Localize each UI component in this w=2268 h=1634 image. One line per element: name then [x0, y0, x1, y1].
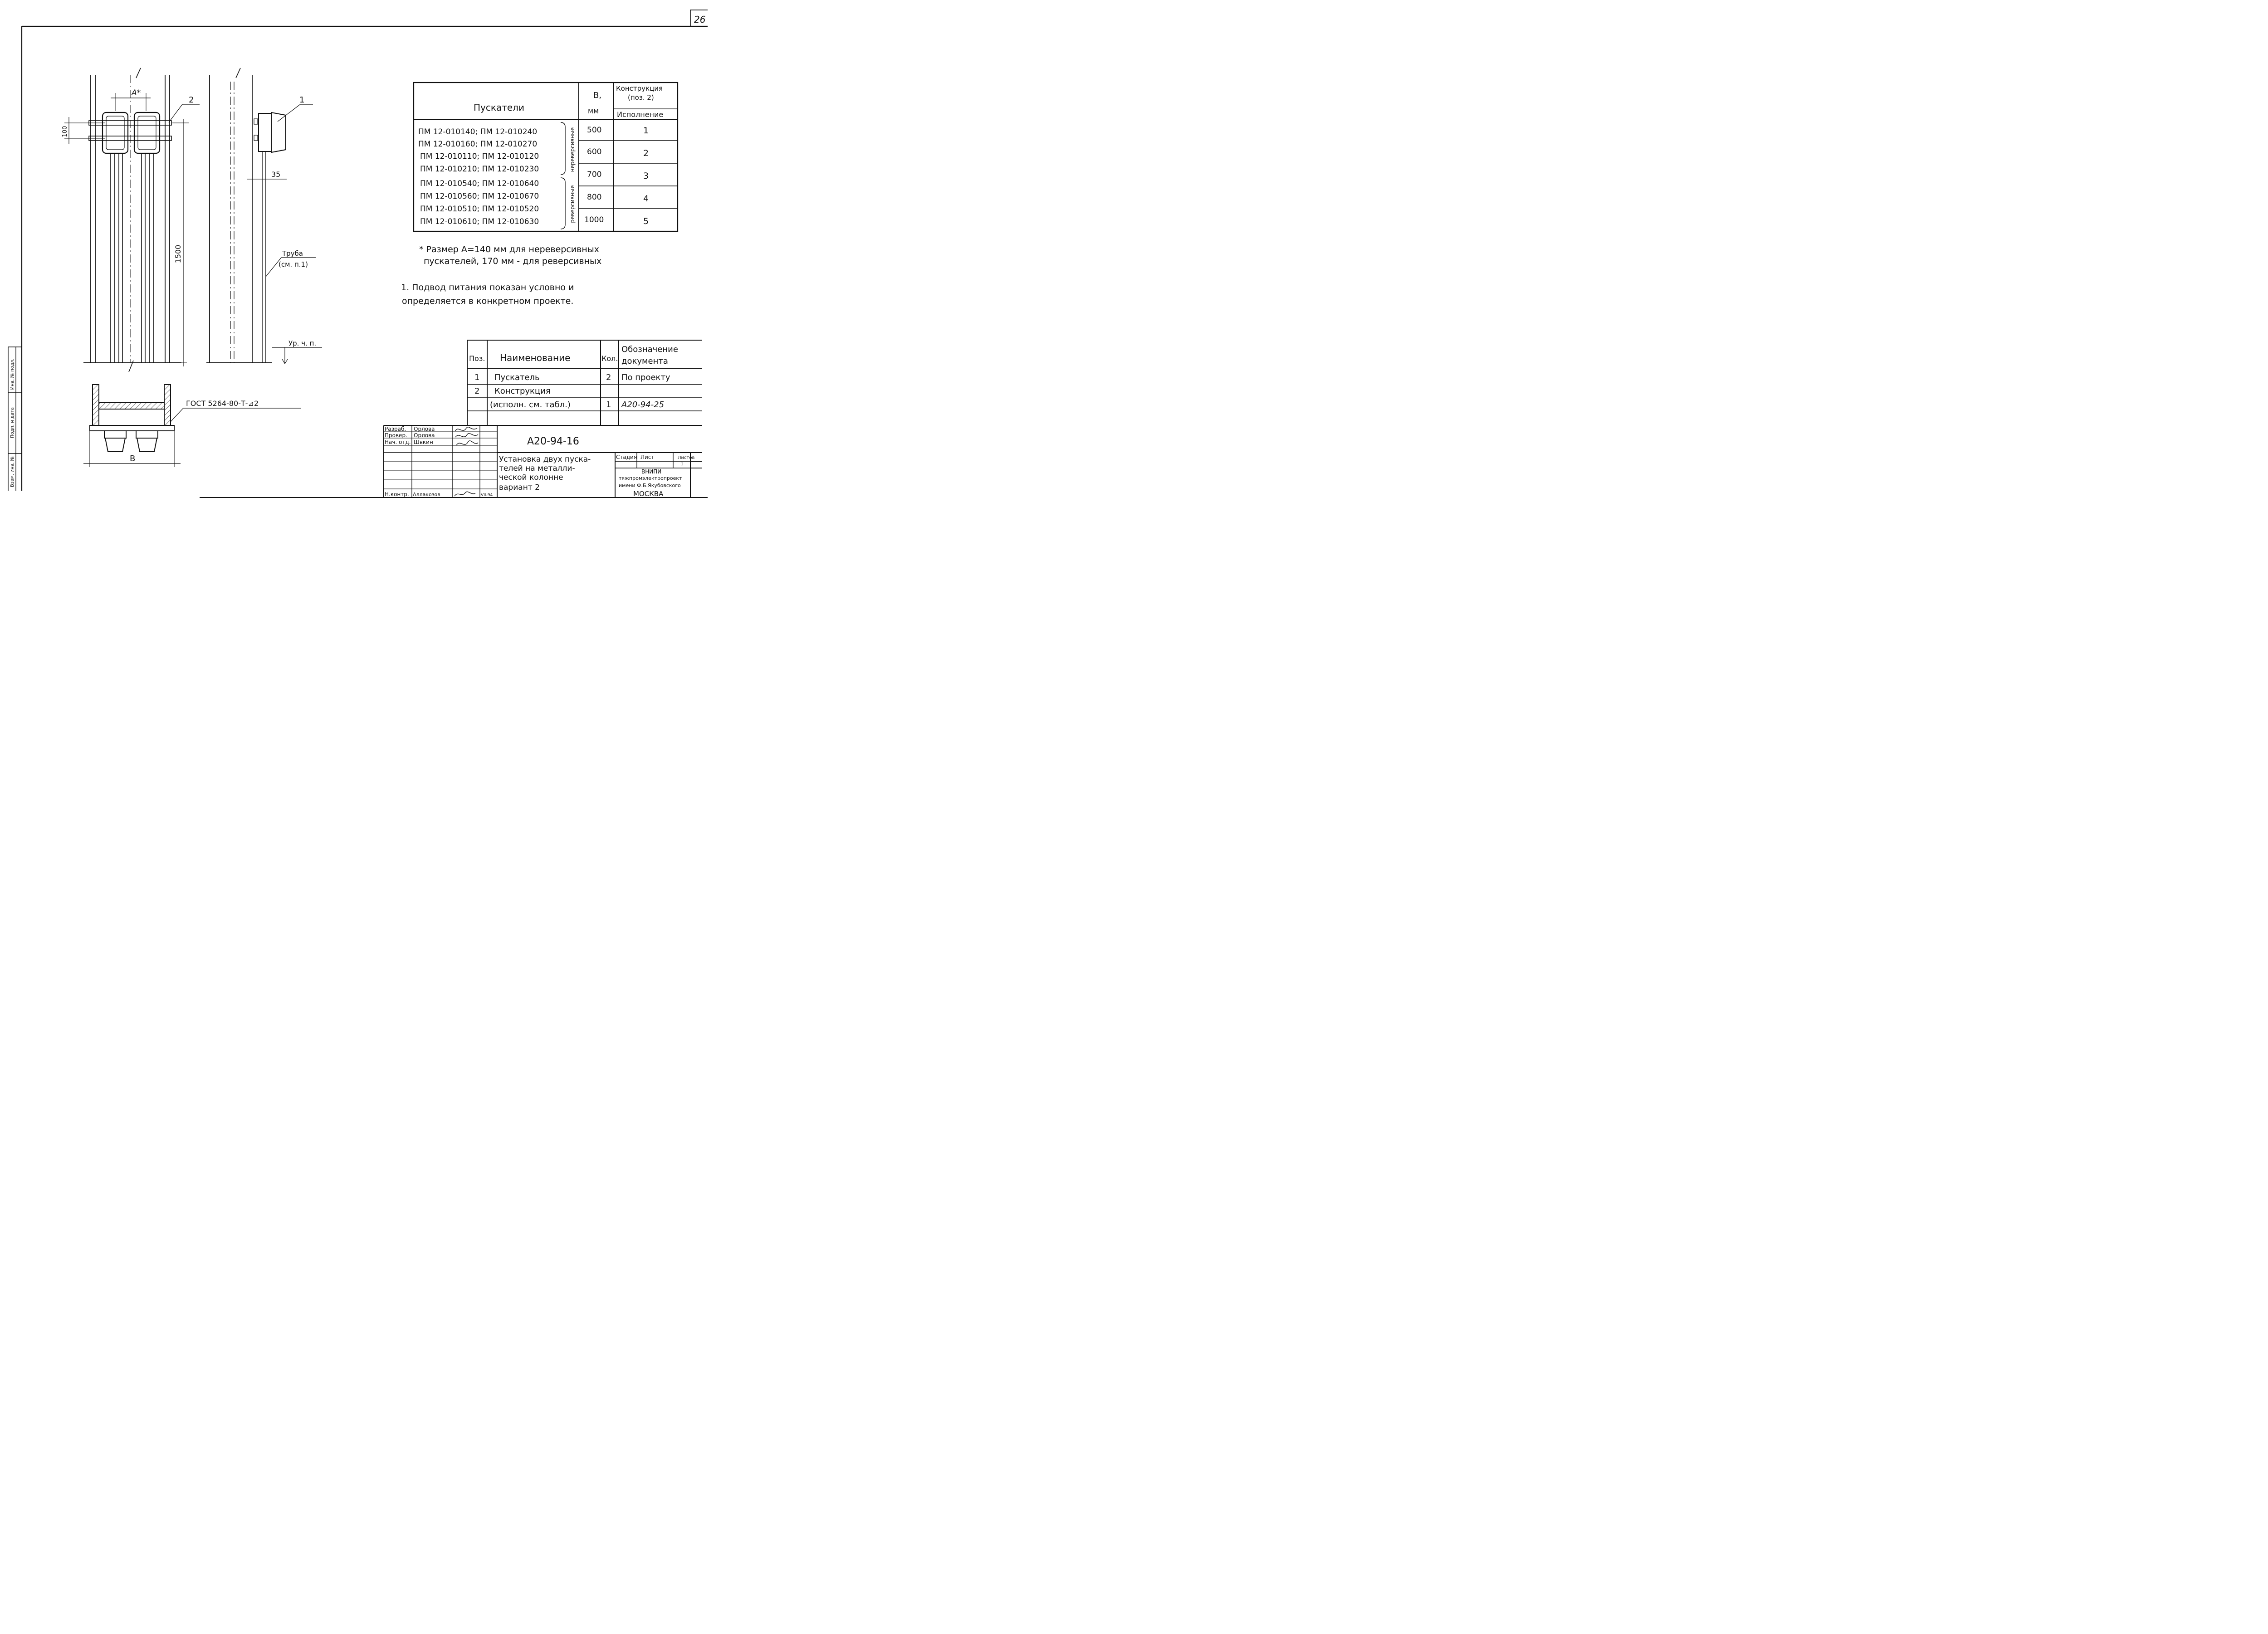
b-value: 500	[587, 126, 602, 135]
spec-row-doc: А20-94-25	[621, 400, 665, 410]
doc-code: А20-94-16	[527, 436, 579, 447]
spec-header-name: Наименование	[500, 352, 571, 363]
role-label: Нач. отд.	[385, 439, 411, 445]
b-value: 1000	[584, 215, 604, 224]
spec-row-pos: 2	[474, 386, 480, 396]
role-name: Орлова	[414, 432, 435, 439]
starter-line: ПМ 12-010610; ПМ 12-010630	[420, 217, 539, 226]
side-pos-1-label: 1	[299, 95, 305, 105]
spec-row-name: Конструкция	[494, 386, 551, 396]
role-label: Провер.	[385, 432, 407, 439]
execution-value: 3	[643, 171, 649, 181]
front-view	[62, 68, 200, 372]
starter-line: ПМ 12-010210; ПМ 12-010230	[420, 165, 539, 174]
note-1-line-1: 1. Подвод питания показан условно и	[401, 283, 574, 293]
spec-row-name: Пускатель	[494, 373, 540, 382]
spec-header-pos: Поз.	[469, 354, 485, 363]
margin-label-replacement: Взам. инв. №	[10, 456, 15, 487]
spec-row-pos: 1	[474, 373, 480, 382]
org-line-1: ВНИПИ	[641, 468, 662, 475]
notes	[401, 244, 601, 306]
starters-table-text	[418, 84, 663, 226]
org-line-2: тяжпромэлектропроект	[619, 475, 682, 481]
floor-level-label: Ур. ч. п.	[288, 339, 317, 347]
title-line-1: Установка двух пуска-	[499, 455, 591, 464]
construction-header-1: Конструкция	[616, 84, 663, 93]
norm-control-name: Аллакозов	[413, 492, 440, 498]
execution-value: 1	[643, 126, 649, 136]
title-line-2: телей на металли-	[499, 464, 575, 473]
spec-row-doc: По проекту	[621, 373, 670, 382]
spec-header-doc-1: Обозначение	[621, 345, 678, 354]
corner-sheet-number: 26	[694, 14, 706, 25]
dim-100-label: 100	[62, 126, 68, 137]
execution-value: 5	[643, 216, 649, 226]
dim-35-label: 35	[271, 170, 281, 179]
execution-value: 2	[643, 148, 649, 158]
footnote-line-1: * Размер А=140 мм для нереверсивных	[419, 244, 600, 254]
technical-drawing-sheet	[0, 0, 708, 508]
side-view	[206, 68, 322, 364]
stage-label: Стадия	[616, 454, 637, 460]
b-value: 600	[587, 147, 602, 156]
front-pos-2-label: 2	[189, 95, 194, 105]
starter-line: ПМ 12-010540; ПМ 12-010640	[420, 179, 539, 188]
starter-line: ПМ 12-010560; ПМ 12-010670	[420, 192, 539, 201]
execution-header: Исполнение	[617, 110, 664, 119]
starter-line: ПМ 12-010110; ПМ 12-010120	[420, 152, 539, 161]
date-code: VII-94	[481, 493, 493, 498]
title-line-3: ческой колонне	[499, 473, 563, 482]
construction-header-2: (поз. 2)	[628, 93, 654, 102]
margin-label-signature: Подп. и дата	[10, 407, 15, 439]
norm-control-role: Н.контр.	[385, 491, 409, 498]
sheets-label: Листов	[678, 455, 695, 460]
footnote-line-2: пускателей, 170 мм - для реверсивных	[424, 256, 602, 266]
b-header-1: В,	[593, 91, 602, 100]
execution-value: 4	[643, 194, 649, 204]
starter-line: ПМ 12-010140; ПМ 12-010240	[418, 127, 538, 137]
spec-table-text	[469, 345, 678, 410]
pipe-label-2: (см. п.1)	[279, 260, 308, 268]
weld-note: ГОСТ 5264-80-Т-⊿2	[186, 399, 259, 408]
sheet-label: Лист	[640, 454, 655, 460]
b-value: 700	[587, 170, 602, 179]
org-line-4: МОСКВА	[633, 490, 664, 498]
role-name: Орлова	[414, 426, 435, 432]
margin-label-inventory: Инв. № подл.	[10, 358, 15, 390]
b-header-2: мм	[588, 107, 599, 115]
pipe-label-1: Труба	[282, 249, 303, 258]
sheet-value: 1	[680, 461, 684, 467]
org-line-3: имени Ф.Б.Якубовского	[619, 483, 681, 488]
spec-header-qty: Кол.	[601, 354, 618, 363]
starter-line: ПМ 12-010510; ПМ 12-010520	[420, 205, 539, 214]
role-name: Швкин	[414, 439, 433, 445]
spec-row-name: (исполн. см. табл.)	[490, 400, 571, 410]
sheet-frame	[22, 10, 708, 498]
group-reversible: реверсивные	[569, 185, 576, 223]
starters-header: Пускатели	[474, 102, 524, 113]
note-1-line-2: определяется в конкретном проекте.	[402, 296, 574, 306]
spec-row-qty: 1	[606, 400, 611, 410]
plan-view	[83, 385, 301, 467]
b-value: 800	[587, 193, 602, 202]
spec-header-doc-2: документа	[621, 356, 668, 366]
dim-b-label: В	[130, 454, 136, 463]
dim-a-label: А*	[132, 88, 141, 98]
group-nonreversible: нереверсивные	[569, 127, 576, 172]
dim-1500-label: 1500	[174, 244, 182, 263]
role-label: Разраб.	[385, 426, 406, 432]
title-line-4: вариант 2	[499, 483, 540, 492]
spec-row-qty: 2	[606, 373, 611, 382]
starter-line: ПМ 12-010160; ПМ 12-010270	[418, 140, 538, 149]
